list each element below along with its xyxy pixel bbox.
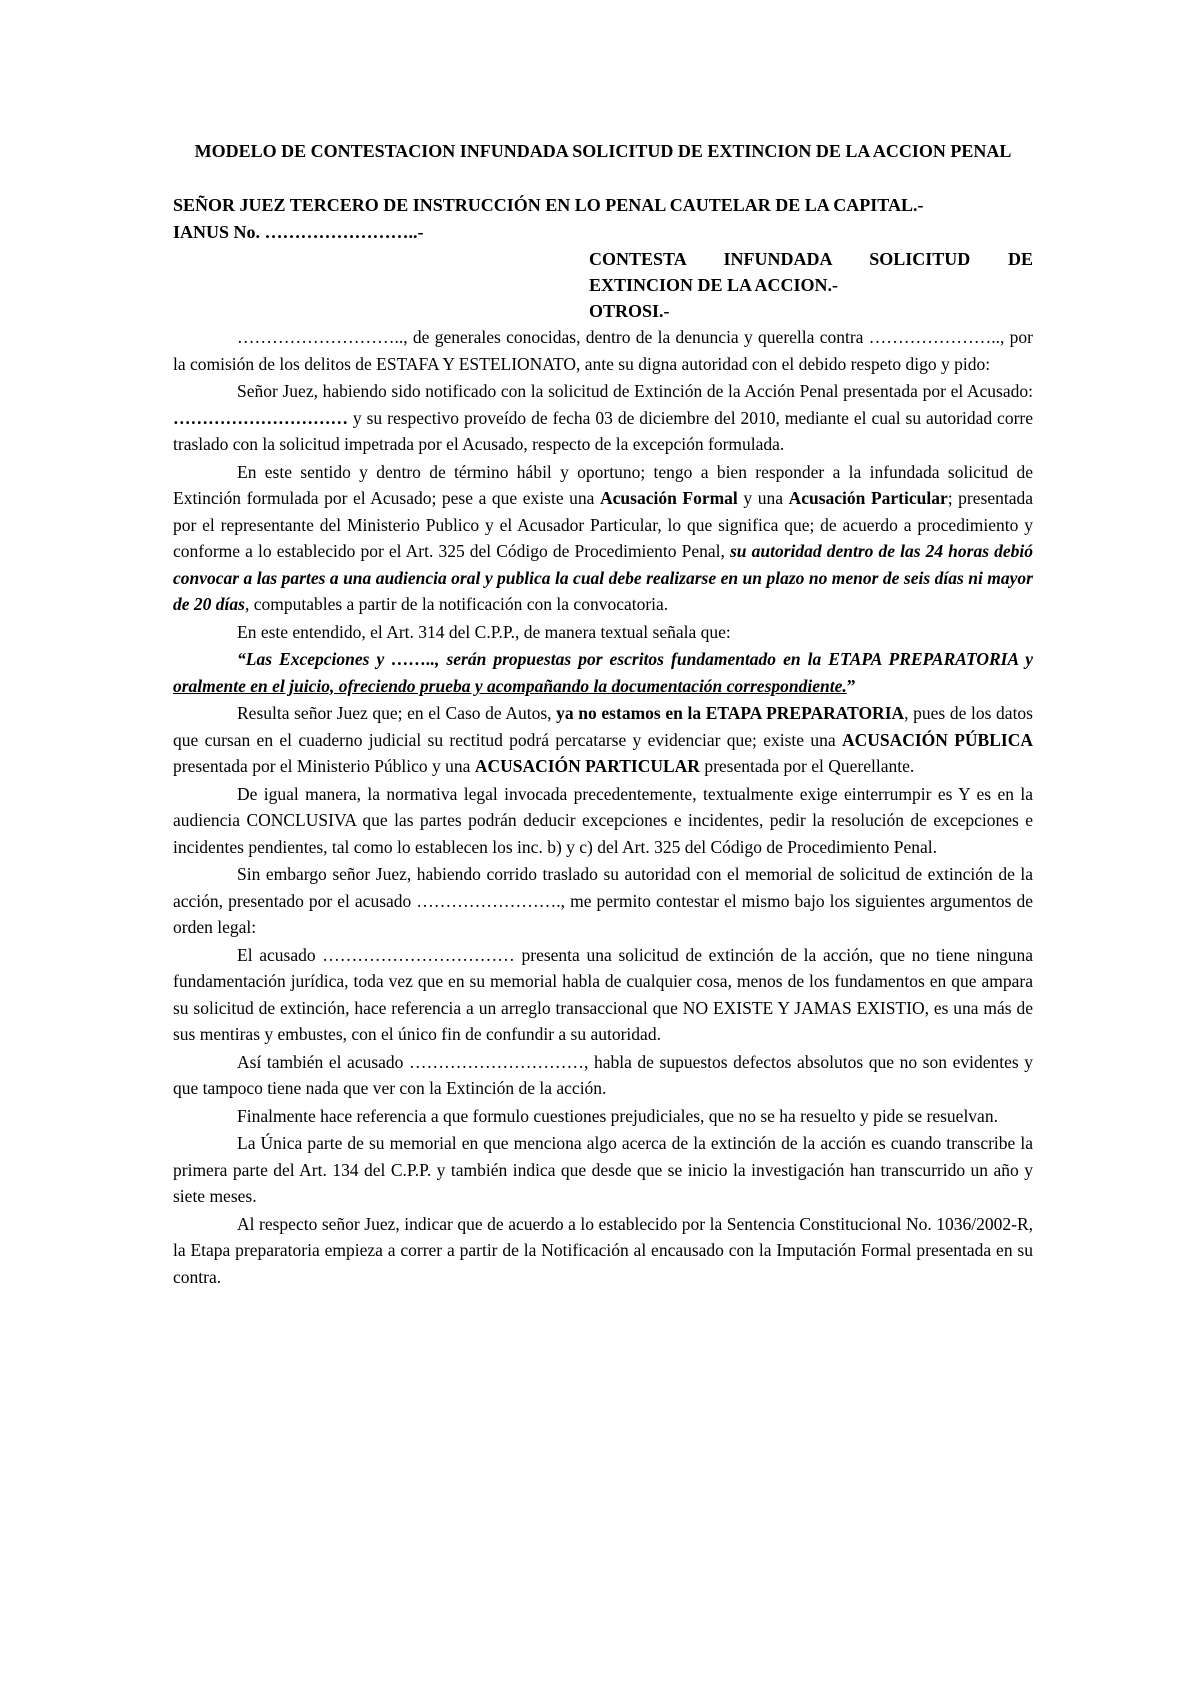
sumilla-line: CONTESTA INFUNDADA SOLICITUD DE <box>589 249 1033 269</box>
text-run-bold: ………………………… <box>173 407 348 428</box>
paragraph-constitutional-ruling: Al respecto señor Juez, indicar que de acuerdo a lo establecido por la Sentencia Constitucional No. 1036/2002-R, la Etapa preparatoria empieza a correr a partir de la Notificación al encausado con la Imputación Formal presentada en su contra. <box>173 1213 1033 1287</box>
paragraph-article-314: En este entendido, el Art. 314 del C.P.P., de manera textual señala que: <box>237 621 731 642</box>
paragraph-argument-2: Así también el acusado …………………………, habla de supuestos defectos absolutos que no son evidentes y que tampoco tiene nada que ver con la Extinción de la acción. <box>173 1051 1033 1098</box>
sumilla-otrosi: OTROSI.- <box>589 301 670 321</box>
sumilla <box>589 246 1033 324</box>
paragraph-notification <box>173 378 1033 458</box>
paragraph-case-status <box>173 700 1033 780</box>
document-body <box>173 138 1033 1291</box>
text-run: En este sentido y dentro de término hábil y oportuno; tengo a bien responder a la infundada solicitud de Extinción formulada por el Acusado; pese a que existe una <box>173 461 1033 508</box>
text-run: ; presentada por el representante del Ministerio Publico y el Acusador Particular, lo que significa que; de acuerdo a procedimiento y conforme a lo establecido por el Art. 325 del Código de Procedimiento Penal, <box>173 488 1033 561</box>
text-run: Resulta señor Juez que; en el Caso de Autos, <box>237 703 557 723</box>
paragraph-legal-norm: De igual manera, la normativa legal invocada precedentemente, textualmente exige einterrumpir es Y es en la audiencia CONCLUSIVA que las partes podrán deducir excepciones e incidentes, pedir la resolución de excepciones e incidentes pendientes, tal como lo establecen los inc. b) y c) del Art. 325 del Código de Procedimiento Penal. <box>173 783 1033 857</box>
text-run: Señor Juez, habiendo sido notificado con la solicitud de Extinción de la Acción Penal presentada por el Acusado: <box>237 381 1033 401</box>
text-run: presentada por el Ministerio Público y una <box>173 756 475 776</box>
paragraph-arguments-intro: Sin embargo señor Juez, habiendo corrido traslado su autoridad con el memorial de solicitud de extinción de la acción, presentado por el acusado ……………………., me permito contestar el mismo bajo los siguientes argumentos de orden legal: <box>173 864 1033 937</box>
sumilla-line: EXTINCION DE LA ACCION.- <box>589 275 839 295</box>
quote-run: “Las Excepciones y …….., serán propuestas por escritos fundamentado en la ETAPA PREPARATORIA y <box>237 649 1033 669</box>
paragraph-response <box>173 459 1033 618</box>
text-run: y una <box>737 488 789 508</box>
quote-run-underlined: oralmente en el juicio, ofreciendo prueba y acompañando la documentación correspondiente. <box>173 675 847 696</box>
text-run: , computables a partir de la notificación con la convocatoria. <box>244 594 669 614</box>
paragraph-quotation <box>173 646 1033 699</box>
document-title: MODELO DE CONTESTACION INFUNDADA SOLICITUD DE EXTINCION DE LA ACCION PENAL <box>194 141 1012 161</box>
text-run-bold-italic: su autoridad dentro de las 24 horas debió convocar a las partes a una audiencia oral y publica la cual debe realizarse en un plazo no menor de seis días ni mayor de 20 días <box>173 541 1034 614</box>
addressee-line: SEÑOR JUEZ TERCERO DE INSTRUCCIÓN EN LO PENAL CAUTELAR DE LA CAPITAL.- <box>173 195 924 215</box>
text-run: presentada por el Querellante. <box>699 756 915 776</box>
text-run: y su respectivo proveído de fecha 03 de diciembre del 2010, mediante el cual su autoridad corre traslado con la solicitud impetrada por el Acusado, respecto de la excepción formulada. <box>173 407 1033 454</box>
quote-close: ” <box>846 675 856 696</box>
text-run-bold: Acusación Particular <box>788 488 948 508</box>
text-run: , pues de los datos que cursan en el cuaderno judicial su rectitud podrá percatarse y evidenciar que; existe una <box>173 703 1033 750</box>
text-run-bold: Acusación Formal <box>600 488 738 508</box>
paragraph-intro: ……………………….., de generales conocidas, dentro de la denuncia y querella contra ………………….., por la comisión de los delitos de ESTAFA Y ESTELIONATO, ante su digna autoridad con el debido respeto digo y pido: <box>173 327 1033 374</box>
text-run-bold: ya no estamos en la ETAPA PREPARATORIA <box>556 703 905 723</box>
paragraph-argument-3: Finalmente hace referencia a que formulo cuestiones prejudiciales, que no se ha resuelto y pide se resuelvan. <box>237 1105 998 1126</box>
text-run-bold: ACUSACIÓN PARTICULAR <box>474 756 700 776</box>
paragraph-argument-4: La Única parte de su memorial en que menciona algo acerca de la extinción de la acción es cuando transcribe la primera parte del Art. 134 del C.P.P. y también indica que desde que se inicio la investigación han transcurrido un año y siete meses. <box>173 1133 1033 1206</box>
paragraph-argument-1: El acusado …………………………… presenta una solicitud de extinción de la acción, que no tiene ninguna fundamentación jurídica, toda vez que en su memorial habla de cualquier cosa, menos de los fundamentos en que ampara su solicitud de extinción, hace referencia a un arreglo transaccional que NO EXISTE Y JAMAS EXISTIO, es una más de sus mentiras y embustes, con el único fin de confundir a su autoridad. <box>173 944 1033 1044</box>
text-run-bold: ACUSACIÓN PÚBLICA <box>841 729 1033 750</box>
case-number-line: IANUS No. ……………………..- <box>173 222 424 242</box>
